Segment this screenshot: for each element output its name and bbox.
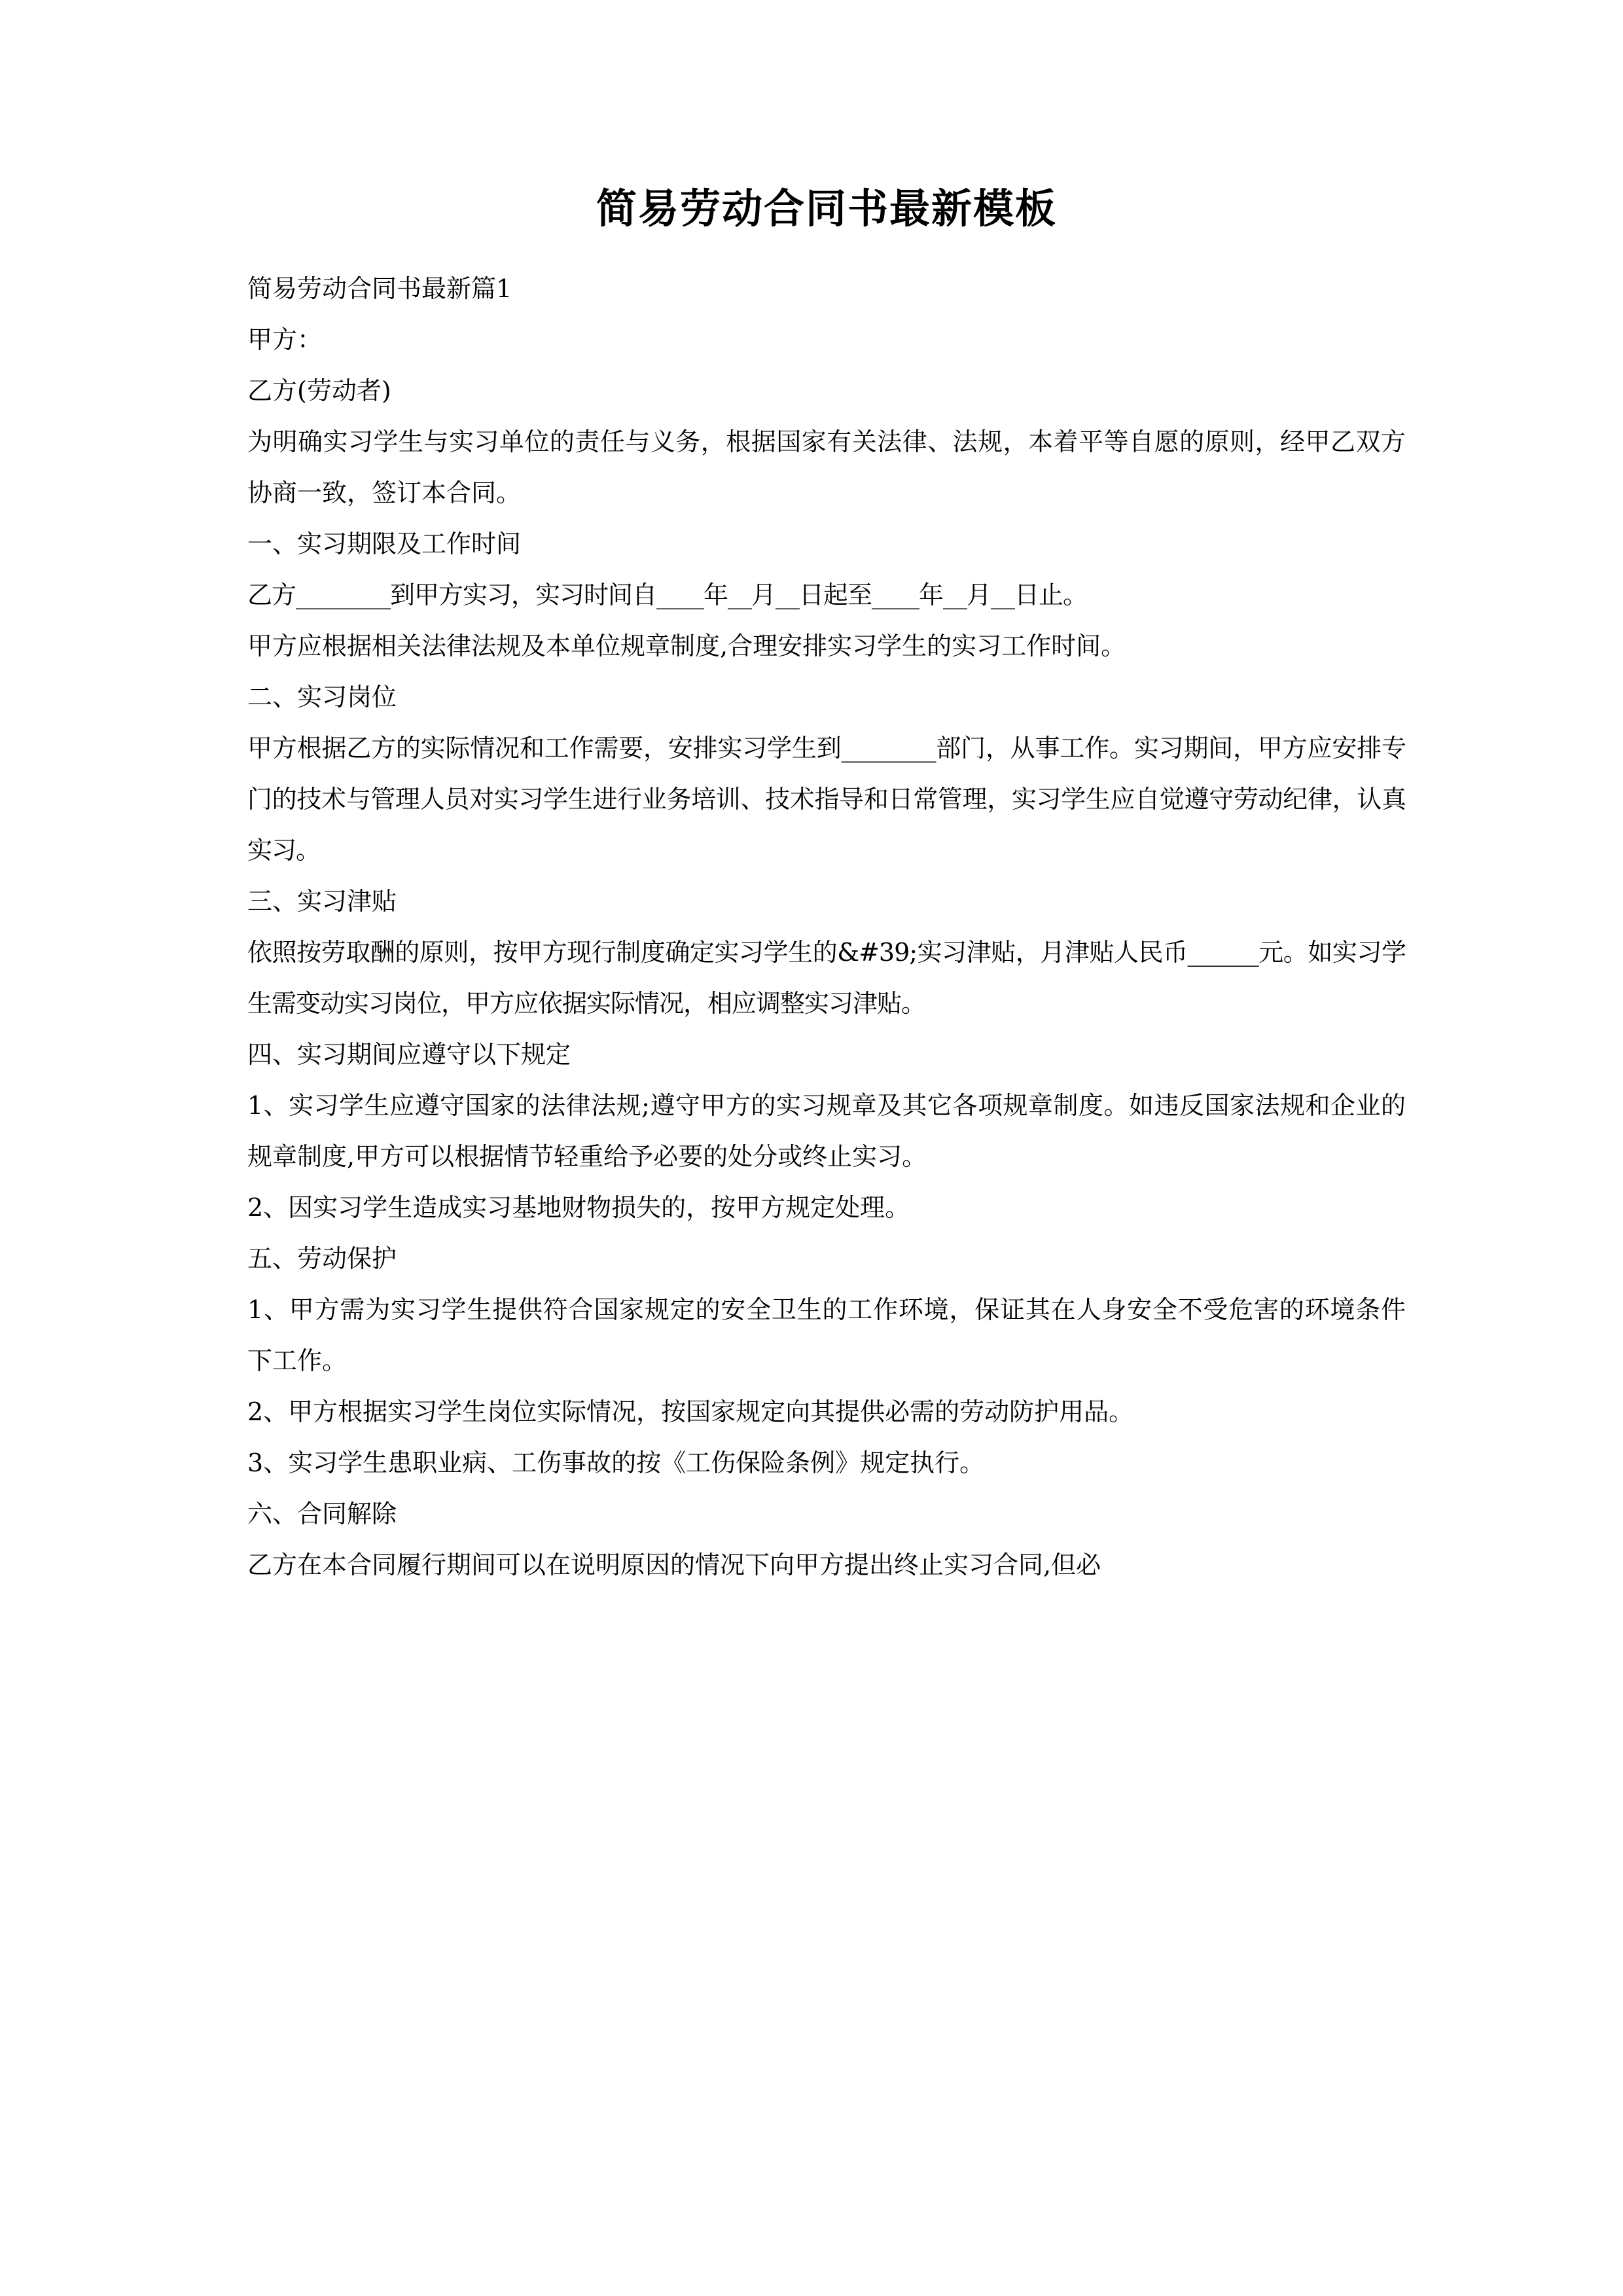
heading-section-six: 六、合同解除	[247, 1499, 397, 1528]
paragraph-party-a: 甲方：	[247, 325, 323, 354]
heading-section-two: 二、实习岗位	[247, 683, 397, 711]
paragraph-rule-one: 1、实习学生应遵守国家的法律法规;遵守甲方的实习规章及其它各项规章制度。如违反国家法规和企业的规章制度,甲方可以根据情节轻重给予必要的处分或终止实习。	[247, 1091, 1406, 1171]
document-body	[247, 0, 1406, 1839]
page-title: 简易劳动合同书最新模板	[596, 185, 1057, 232]
paragraph-protection-one: 1、甲方需为实习学生提供符合国家规定的安全卫生的工作环境，保证其在人身安全不受危害的环境条件下工作。	[247, 1295, 1406, 1375]
heading-section-one: 一、实习期限及工作时间	[247, 529, 522, 558]
paragraph-termination: 乙方在本合同履行期间可以在说明原因的情况下向甲方提出终止实习合同,但必	[247, 1551, 1101, 1579]
paragraph-protection-three: 3、实习学生患职业病、工伤事故的按《工伤保险条例》规定执行。	[247, 1448, 985, 1477]
paragraph-subtitle: 简易劳动合同书最新篇1	[247, 274, 512, 303]
paragraph-preamble: 为明确实习学生与实习单位的责任与义务，根据国家有关法律、法规，本着平等自愿的原则，经甲乙双方协商一致，签订本合同。	[247, 427, 1406, 507]
paragraph-internship-period: 乙方________到甲方实习，实习时间自____年__月__日起至____年__月__日止。	[247, 581, 1088, 609]
paragraph-internship-post: 甲方根据乙方的实际情况和工作需要，安排实习学生到________部门，从事工作。实习期间，甲方应安排专门的技术与管理人员对实习学生进行业务培训、技术指导和日常管理，实习学生应自觉遵守劳动纪律，认真实习。	[247, 734, 1406, 865]
paragraph-working-hours: 甲方应根据相关法律法规及本单位规章制度,合理安排实习学生的实习工作时间。	[247, 632, 1126, 660]
heading-section-four: 四、实习期间应遵守以下规定	[247, 1040, 571, 1069]
heading-section-five: 五、劳动保护	[247, 1244, 397, 1273]
heading-section-three: 三、实习津贴	[247, 887, 397, 916]
page-bottom-margin	[247, 1590, 1406, 1839]
paragraph-internship-allowance: 依照按劳取酬的原则，按甲方现行制度确定实习学生的&#39;实习津贴，月津贴人民币______元。如实习学生需变动实习岗位，甲方应依据实际情况，相应调整实习津贴。	[247, 938, 1406, 1018]
title-spacer	[247, 229, 1406, 263]
paragraph-party-b: 乙方(劳动者)	[247, 376, 391, 405]
paragraph-protection-two: 2、甲方根据实习学生岗位实际情况，按国家规定向其提供必需的劳动防护用品。	[247, 1397, 1134, 1426]
paragraph-rule-two: 2、因实习学生造成实习基地财物损失的，按甲方规定处理。	[247, 1193, 910, 1222]
